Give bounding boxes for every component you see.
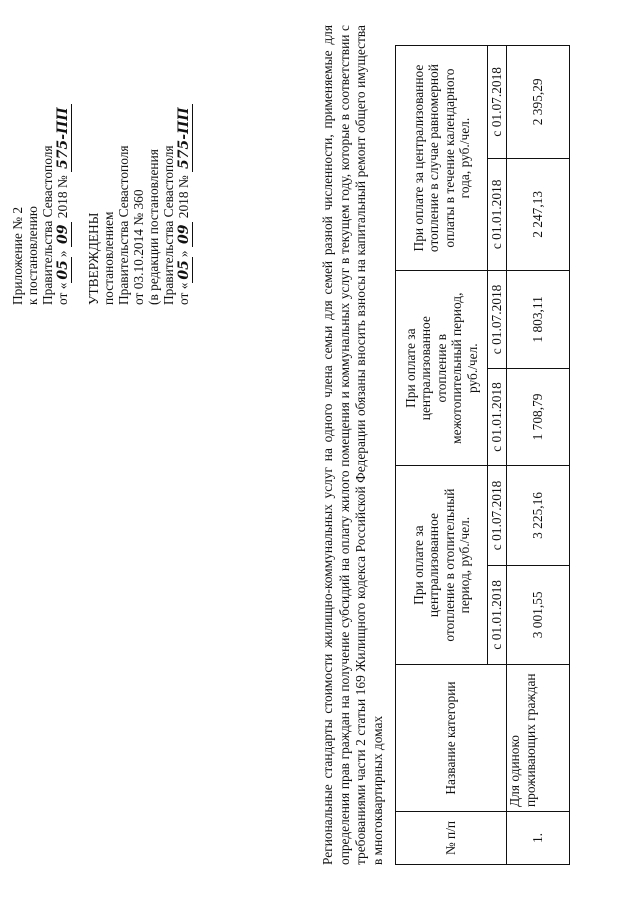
- group-header-heating: При оплате за централизованное отопление в отопительный период, руб./чел.: [396, 466, 488, 665]
- col-header-no: № п/п: [396, 812, 507, 865]
- handwritten-number: 575-ПП: [56, 104, 72, 172]
- group-header-uniform: При оплате за централизованное отопление в случае равномерной оплаты в течение календарного года, руб./чел.: [396, 46, 488, 271]
- row-value: 3 001,55: [507, 565, 570, 664]
- table-row: [507, 46, 570, 865]
- edition-date-line: от «05» 09 2018 № 575-ПП: [176, 5, 193, 305]
- sub-header-date: с 01.01.2018: [488, 368, 507, 466]
- handwritten-number-2: 575-ПП: [177, 104, 193, 172]
- group-header-non-heating: При оплате за централизованное отопление в межотопительный период, руб./чел.: [396, 271, 488, 466]
- row-value: 2 247,13: [507, 158, 570, 271]
- handwritten-month-2: 09: [177, 222, 193, 247]
- row-value: 2 395,29: [507, 46, 570, 159]
- row-no: 1.: [507, 812, 570, 865]
- standards-table: [395, 45, 570, 865]
- sub-header-date: с 01.07.2018: [488, 46, 507, 159]
- sub-header-date: с 01.07.2018: [488, 466, 507, 565]
- government2-line: Правительства Севастополя: [116, 145, 131, 305]
- handwritten-day: 05: [56, 257, 72, 282]
- government-line: Правительства Севастополя: [40, 145, 55, 305]
- government3-line: Правительства Севастополя: [161, 145, 176, 305]
- orig-date-line: от 03.10.2014 № 360: [131, 189, 146, 305]
- row-category-name: Для одиноко проживающих граждан: [507, 665, 570, 812]
- table-header-row: [396, 46, 488, 865]
- row-value: 1 708,79: [507, 368, 570, 466]
- sub-header-date: с 01.01.2018: [488, 158, 507, 271]
- approved-line: УТВЕРЖДЕНЫ: [86, 212, 101, 305]
- approval-block: [10, 5, 193, 305]
- col-header-name: Название категории: [396, 665, 507, 812]
- by-decree-line: постановлением: [101, 211, 116, 305]
- document-heading: Региональные стандарты стоимости жилищно-коммунальных услуг на одного члена семьи для семей разной численности, применяемые для определения прав граждан на получение субсидий на оплату жилого помещения и коммунальных услуг в текущем году, которые в соответствии с требованиями части 2 статьи 169 Жилищного кодекса Российской Федерации обязаны вносить взносы на капитальный ремонт общего имущества в многоквартирных домах: [320, 25, 385, 865]
- sub-header-date: с 01.07.2018: [488, 271, 507, 369]
- handwritten-day-2: 05: [177, 257, 193, 282]
- decree-date-line: от «05» 09 2018 № 575-ПП: [55, 5, 72, 305]
- handwritten-month: 09: [56, 222, 72, 247]
- to-decree-line: к постановлению: [25, 206, 40, 305]
- sub-header-date: с 01.01.2018: [488, 565, 507, 664]
- row-value: 1 803,11: [507, 271, 570, 369]
- appendix-line: Приложение № 2: [10, 206, 25, 305]
- row-value: 3 225,16: [507, 466, 570, 565]
- edition-line: (в редакции постановления: [146, 149, 161, 305]
